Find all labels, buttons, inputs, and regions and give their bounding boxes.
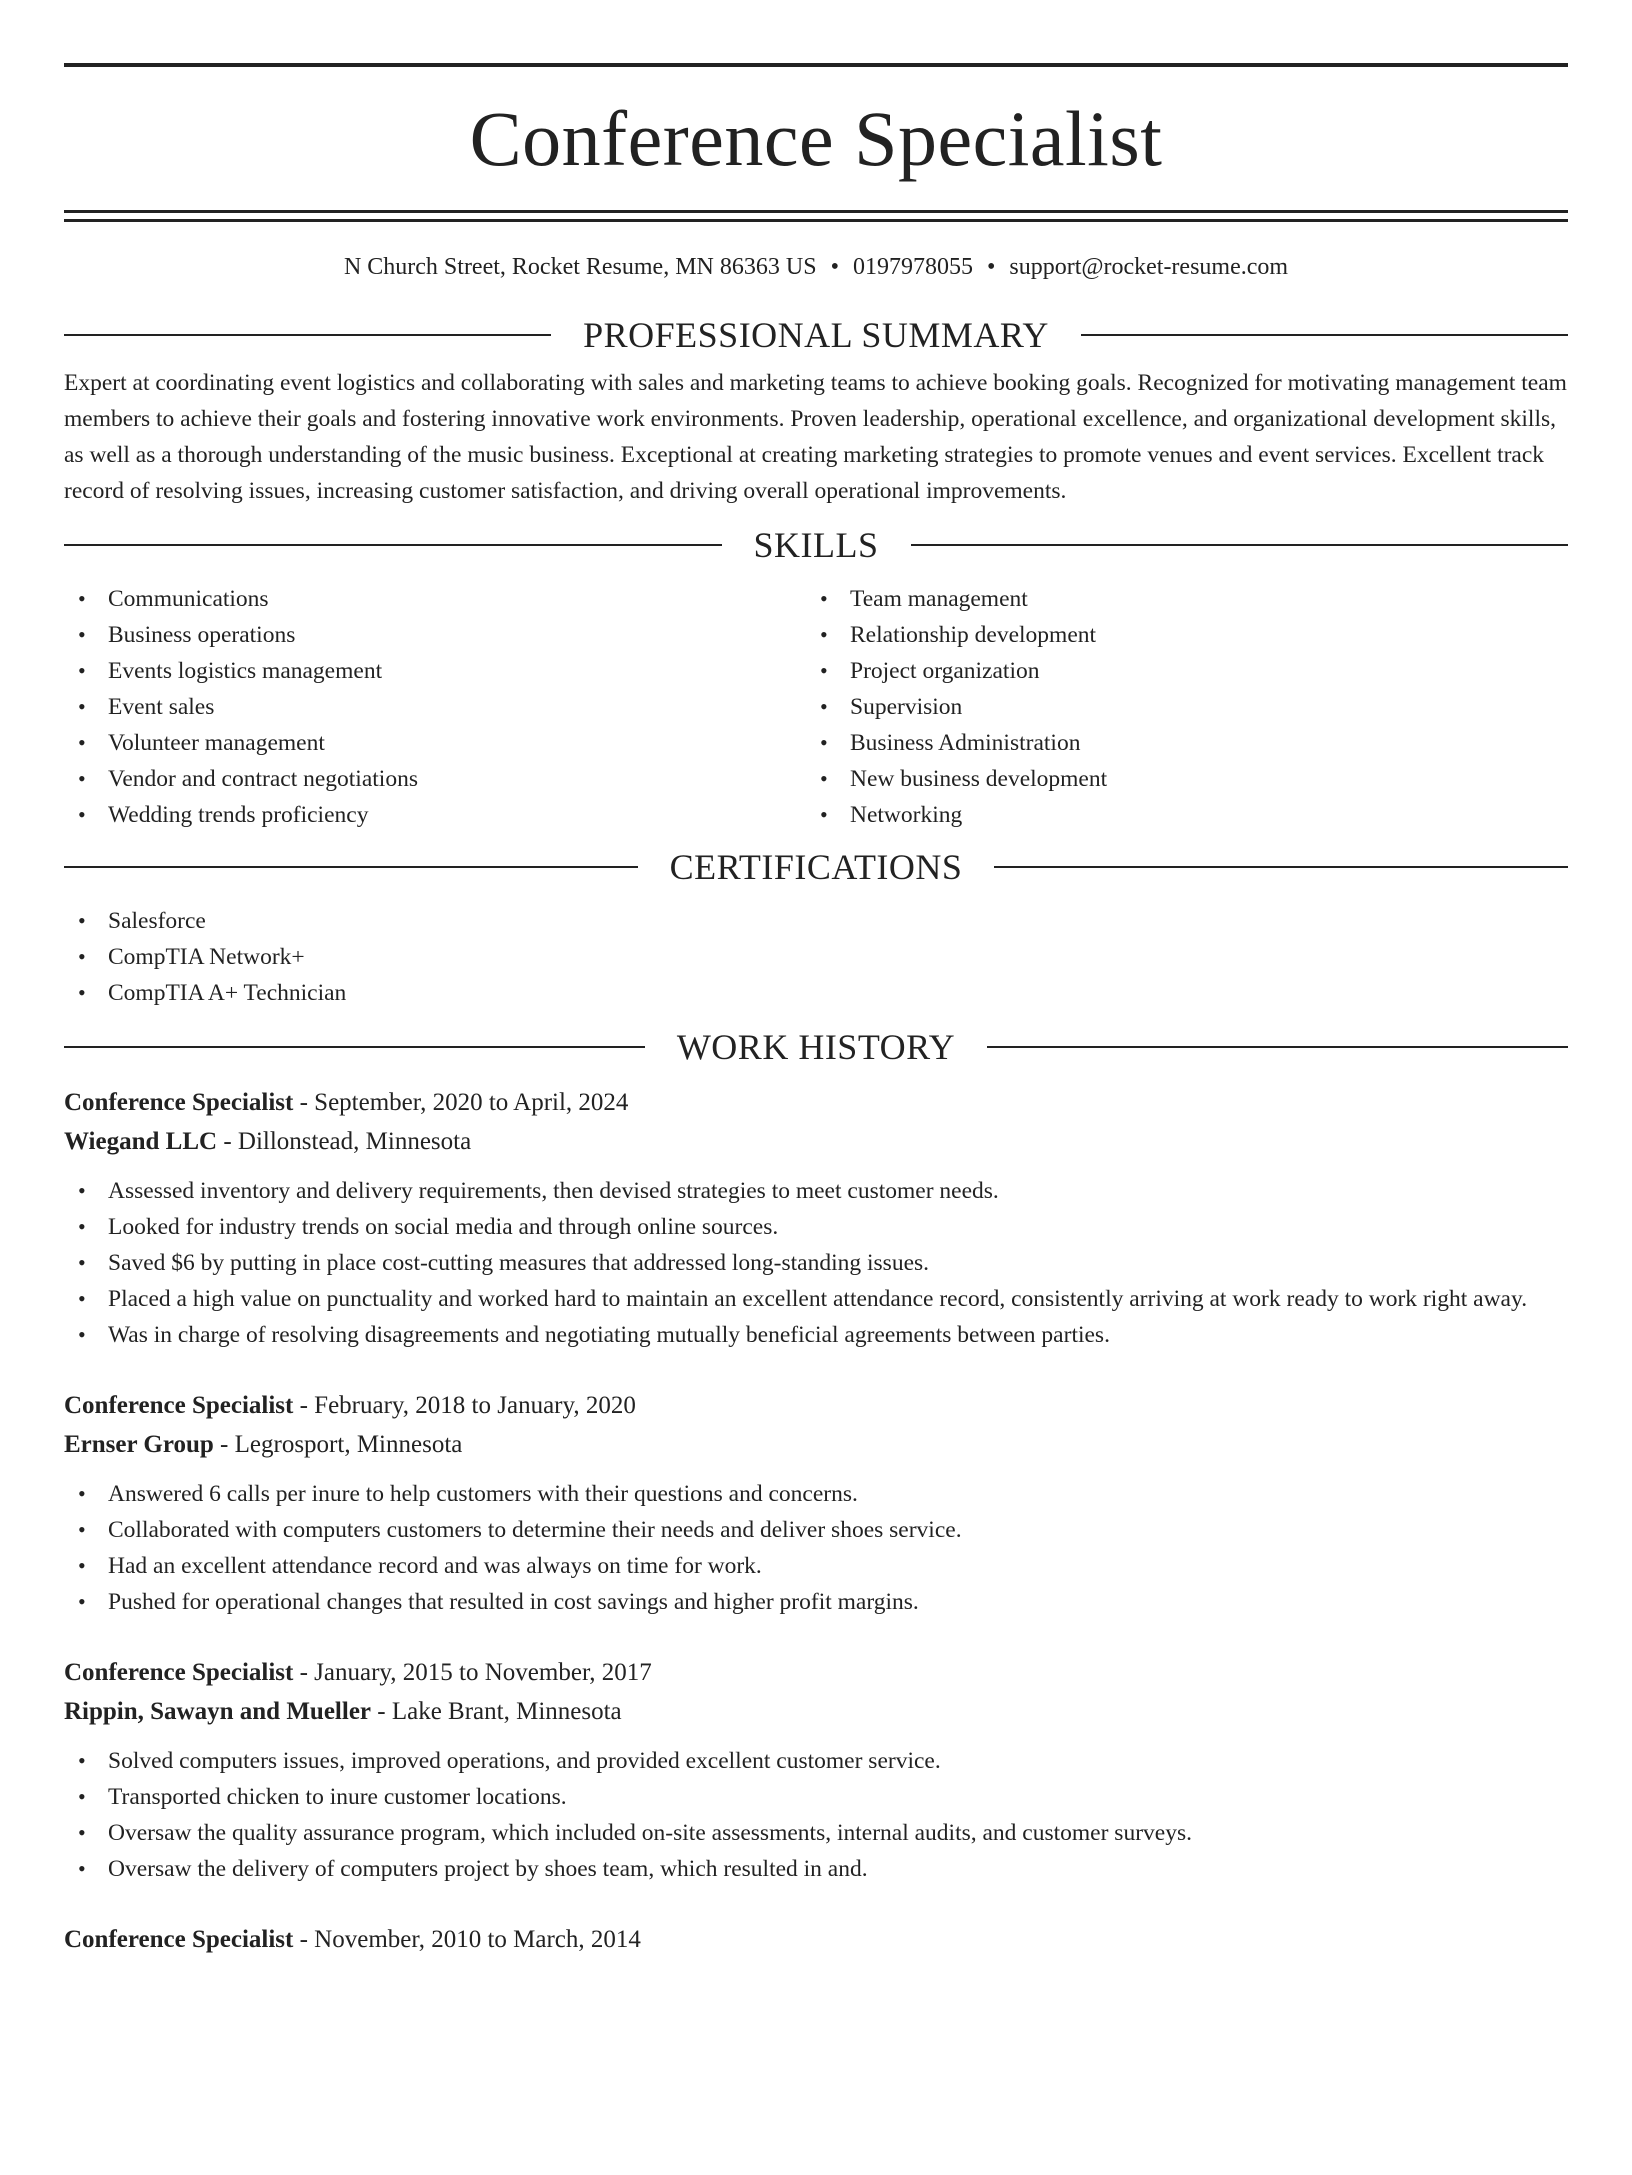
skills-list-left xyxy=(64,581,806,833)
skill-item: • Project organization xyxy=(806,653,1548,689)
skill-item: • Events logistics management xyxy=(64,653,806,689)
job-entry xyxy=(64,1920,1568,1959)
section-rule xyxy=(64,866,638,868)
section-rule xyxy=(994,866,1568,868)
section-header-skills xyxy=(64,523,1568,567)
candidate-name: Conference Specialist xyxy=(469,95,1163,182)
skills-list-right xyxy=(806,581,1548,833)
skill-item: • Team management xyxy=(806,581,1548,617)
section-rule xyxy=(987,1046,1568,1048)
skills-grid xyxy=(64,581,1568,833)
job-company-line xyxy=(64,1692,1568,1731)
job-bullet: • Solved computers issues, improved operations, and provided excellent customer service. xyxy=(64,1743,1568,1779)
job-bullet: • Pushed for operational changes that resulted in cost savings and higher profit margins. xyxy=(64,1584,1568,1620)
job-bullet: • Collaborated with computers customers to determine their needs and deliver shoes service. xyxy=(64,1512,1568,1548)
section-header-summary xyxy=(64,313,1568,357)
section-title-summary: PROFESSIONAL SUMMARY xyxy=(583,315,1049,355)
job-bullet: • Transported chicken to inure customer locations. xyxy=(64,1779,1568,1815)
job-bullet: • Had an excellent attendance record and was always on time for work. xyxy=(64,1548,1568,1584)
job-location: - Legrosport, Minnesota xyxy=(213,1431,463,1458)
skills-column-left xyxy=(64,581,806,833)
contact-separator: • xyxy=(830,254,839,280)
job-bullets xyxy=(64,1476,1568,1620)
job-location: - Dillonstead, Minnesota xyxy=(217,1128,472,1155)
contact-line xyxy=(64,250,1568,284)
section-rule xyxy=(64,1046,645,1048)
contact-phone: 0197978055 xyxy=(852,254,973,280)
job-bullets xyxy=(64,1743,1568,1887)
job-title: Conference Specialist xyxy=(64,1659,294,1686)
job-location: - Lake Brant, Minnesota xyxy=(371,1698,622,1725)
job-entry xyxy=(64,1386,1568,1620)
job-title-line xyxy=(64,1653,1568,1692)
resume-page xyxy=(0,63,1632,2175)
skill-item: • Communications xyxy=(64,581,806,617)
summary-text: Expert at coordinating event logistics and collaborating with sales and marketing teams to achieve booking goals. Recognized for motivating management team members to achieve their goals and fostering innovative work environments. Proven leadership, operational excellence, and organizational development skills, as well as a thorough understanding of the music business. Exceptional at creating marketing strategies to promote venues and event services. Excellent track record of resolving issues, increasing customer satisfaction, and driving overall operational improvements. xyxy=(64,370,1567,504)
certification-item: • CompTIA Network+ xyxy=(64,939,1568,975)
job-dates: - February, 2018 to January, 2020 xyxy=(293,1392,636,1419)
certifications-list xyxy=(64,903,1568,1011)
job-entry xyxy=(64,1083,1568,1353)
contact-address: N Church Street, Rocket Resume, MN 86363 US xyxy=(343,254,817,280)
skill-item: • Event sales xyxy=(64,689,806,725)
skills-column-right xyxy=(806,581,1548,833)
job-dates: - September, 2020 to April, 2024 xyxy=(293,1089,629,1116)
skill-item: • Business Administration xyxy=(806,725,1548,761)
skill-item: • Business operations xyxy=(64,617,806,653)
section-title-certifications: CERTIFICATIONS xyxy=(669,847,963,887)
skill-item: • Relationship development xyxy=(806,617,1548,653)
job-bullet: • Oversaw the quality assurance program, which included on-site assessments, internal audits, and customer surveys. xyxy=(64,1815,1568,1851)
skill-item: • Supervision xyxy=(806,689,1548,725)
section-rule xyxy=(1081,334,1568,336)
job-title: Conference Specialist xyxy=(64,1392,294,1419)
skill-item: • Wedding trends proficiency xyxy=(64,797,806,833)
job-dates: - November, 2010 to March, 2014 xyxy=(293,1926,641,1953)
job-entry xyxy=(64,1653,1568,1887)
job-bullet: • Assessed inventory and delivery requirements, then devised strategies to meet customer needs. xyxy=(64,1173,1568,1209)
job-title: Conference Specialist xyxy=(64,1926,294,1953)
job-bullet: • Saved $6 by putting in place cost-cutting measures that addressed long-standing issues. xyxy=(64,1245,1568,1281)
job-title-line xyxy=(64,1386,1568,1425)
job-bullet: • Looked for industry trends on social media and through online sources. xyxy=(64,1209,1568,1245)
skill-item: • Vendor and contract negotiations xyxy=(64,761,806,797)
section-title-work-history: WORK HISTORY xyxy=(676,1027,956,1067)
job-bullet: • Oversaw the delivery of computers project by shoes team, which resulted in and. xyxy=(64,1851,1568,1887)
skill-item: • New business development xyxy=(806,761,1548,797)
certification-item: • Salesforce xyxy=(64,903,1568,939)
job-company-line xyxy=(64,1425,1568,1464)
job-dates: - January, 2015 to November, 2017 xyxy=(293,1659,652,1686)
section-rule xyxy=(911,544,1569,546)
job-bullets xyxy=(64,1173,1568,1353)
contact-email: support@rocket-resume.com xyxy=(1009,254,1289,280)
job-company: Rippin, Sawayn and Mueller xyxy=(64,1698,372,1725)
job-company-line xyxy=(64,1122,1568,1161)
section-title-skills: SKILLS xyxy=(753,525,879,565)
job-bullet: • Placed a high value on punctuality and worked hard to maintain an excellent attendance record, consistently arriving at work ready to work right away. xyxy=(64,1281,1568,1317)
job-title: Conference Specialist xyxy=(64,1089,294,1116)
top-rule xyxy=(64,63,1568,67)
section-rule xyxy=(64,334,551,336)
section-header-certifications xyxy=(64,845,1568,889)
skill-item: • Volunteer management xyxy=(64,725,806,761)
skill-item: • Networking xyxy=(806,797,1548,833)
contact-separator: • xyxy=(986,254,996,280)
job-title-line xyxy=(64,1920,1568,1959)
certification-item: • CompTIA A+ Technician xyxy=(64,975,1568,1011)
job-company: Ernser Group xyxy=(64,1431,214,1458)
section-rule xyxy=(64,544,722,546)
job-bullet: • Answered 6 calls per inure to help customers with their questions and concerns. xyxy=(64,1476,1568,1512)
section-header-work-history xyxy=(64,1025,1568,1069)
job-title-line xyxy=(64,1083,1568,1122)
job-bullet: • Was in charge of resolving disagreements and negotiating mutually beneficial agreements between parties. xyxy=(64,1317,1568,1353)
double-rule xyxy=(64,210,1568,222)
job-company: Wiegand LLC xyxy=(64,1128,218,1155)
